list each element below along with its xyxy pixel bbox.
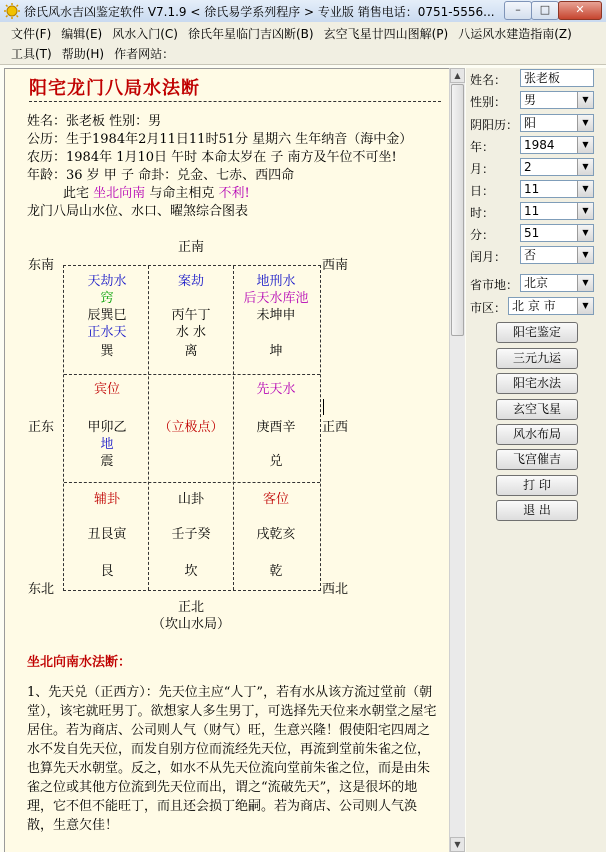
house-verdict: 不利!	[218, 186, 250, 201]
field-gender	[470, 91, 596, 111]
dir-north: 正北	[177, 600, 205, 615]
menu-file[interactable]: 文件(F)	[11, 27, 52, 41]
menu-edit[interactable]: 编辑(E)	[61, 27, 103, 41]
leap-month-select[interactable]	[520, 246, 594, 264]
field-year-label: 年：	[470, 140, 495, 154]
dir-southeast: 东南	[27, 258, 55, 273]
cell-r1c1-a: 天劫水	[87, 274, 127, 289]
cell-r1c2-e: 离	[184, 344, 198, 359]
text-caret	[323, 399, 324, 415]
city-select[interactable]	[508, 297, 594, 315]
fengshui-layout-button[interactable]: 风水布局	[496, 424, 578, 445]
year-select[interactable]	[520, 136, 594, 154]
field-leap-month-label: 闰月：	[470, 250, 507, 264]
field-province	[470, 274, 596, 294]
menu-tools[interactable]: 工具(T)	[11, 47, 52, 61]
cell-r3c1-c: 丑艮寅	[87, 527, 127, 542]
app-icon	[4, 3, 20, 19]
menu-author-site[interactable]: 作者网站：	[114, 47, 175, 61]
close-button[interactable]: ✕	[558, 1, 602, 20]
info-line-name: 姓名：张老板 性别：男	[27, 114, 162, 129]
dropdown-arrow-icon[interactable]: ▼	[577, 203, 593, 219]
info-line-house	[63, 185, 250, 203]
city-value: 北 京 市	[512, 299, 556, 313]
name-value: 张老板	[524, 71, 561, 85]
field-name	[470, 69, 596, 89]
title-bar	[0, 0, 606, 23]
field-city	[470, 297, 596, 317]
window-title: 徐氏风水吉凶鉴定软件 V7.1.9 < 徐氏易学系列程序 > 专业版 销售电话：0751-5556...	[24, 5, 495, 19]
field-gender-label: 性别：	[470, 95, 507, 109]
menu-construction-guide[interactable]: 八运风水建造指南(Z)	[458, 27, 572, 41]
dir-south: 正南	[177, 240, 205, 255]
cell-r1c1-b: 窍	[100, 291, 114, 306]
cell-r2c3-c: 庚酉辛	[256, 420, 296, 435]
gender-value: 男	[524, 93, 537, 107]
cell-r1c1-c: 辰巽巳	[87, 308, 127, 323]
day-value: 11	[524, 182, 540, 196]
house-facing: 坐北向南	[93, 186, 146, 201]
cell-r2c2-center: （立极点）	[158, 420, 224, 435]
house-relation: 与命主相克	[149, 186, 215, 201]
cell-r1c3-c: 未坤申	[256, 308, 296, 323]
diagram-bottom-note: （坎山水局）	[151, 617, 231, 632]
scroll-thumb[interactable]	[451, 84, 464, 336]
scroll-up-arrow[interactable]: ▲	[450, 68, 465, 83]
menu-flying-star[interactable]: 玄空飞星廿四山图解(P)	[323, 27, 449, 41]
field-minute	[470, 224, 596, 244]
section-paragraph: 1、先天兑（正西方）：先天位主应“人丁”，若有水从该方流过堂前（朝堂），该宅就旺男丁。欲想家人多生男丁，可选择先天位来水朝堂之屋宅居住。若为商店、公司则人气（财气）旺，生意兴隆！假使阳宅四周之水不发自先天位，而发自别方位而流经先天位，再流到堂前朱雀之位，也算先天水朝堂。反之，如水不从先天位流向堂前朱雀之位，而是由朱雀之位或其他方位流到先天位而出，谓之“流破先天”，这是很坏的地理，它不但不能旺丁，而且还会损丁绝嗣。若为商店、公司则人气涣散，生意欠佳！	[27, 685, 437, 833]
yangzhai-water-button[interactable]: 阳宅水法	[496, 373, 578, 394]
cell-r1c3-a: 地刑水	[256, 274, 296, 289]
heading-divider	[29, 101, 441, 102]
minute-select[interactable]	[520, 224, 594, 242]
report-heading: 阳宅龙门八局水法断	[29, 78, 200, 99]
field-month-label: 月：	[470, 162, 495, 176]
menu-annual-star[interactable]: 徐氏年星临门吉凶断(B)	[187, 27, 314, 41]
dir-west: 正西	[321, 420, 349, 435]
cell-r1c2-a: 案劫	[177, 274, 205, 289]
calendar-value: 阳	[524, 116, 537, 130]
province-value: 北京	[524, 276, 549, 290]
calendar-select[interactable]	[520, 114, 594, 132]
exit-button[interactable]: 退 出	[496, 500, 578, 521]
report-view[interactable]	[4, 68, 450, 852]
month-value: 2	[524, 160, 532, 174]
field-calendar	[470, 114, 596, 134]
grid-hline	[64, 482, 320, 483]
minute-value: 51	[524, 226, 540, 240]
field-hour-label: 时：	[470, 206, 495, 220]
maximize-button[interactable]: □	[531, 1, 559, 20]
cell-r2c3-a: 先天水	[256, 382, 296, 397]
field-city-label: 市区：	[470, 301, 507, 315]
province-select[interactable]	[520, 274, 594, 292]
menu-bar	[0, 22, 606, 65]
dropdown-arrow-icon[interactable]: ▼	[577, 92, 593, 108]
minimize-button[interactable]: –	[504, 1, 532, 20]
field-leap-month	[470, 246, 596, 266]
dropdown-arrow-icon[interactable]: ▼	[577, 247, 593, 263]
cell-r3c1-a: 辅卦	[93, 492, 121, 507]
house-prefix: 此宅	[63, 186, 90, 201]
dir-northeast: 东北	[27, 582, 55, 597]
print-button[interactable]: 打 印	[496, 475, 578, 496]
cell-r3c3-a: 客位	[262, 492, 290, 507]
dropdown-arrow-icon[interactable]: ▼	[577, 137, 593, 153]
gender-select[interactable]	[520, 91, 594, 109]
cell-r2c3-e: 兑	[269, 454, 283, 469]
month-select[interactable]	[520, 158, 594, 176]
cell-r2c1-c: 甲卯乙	[87, 420, 127, 435]
cell-r3c2-e: 坎	[184, 564, 198, 579]
cell-r3c3-e: 乾	[269, 564, 283, 579]
menu-row-1	[6, 24, 577, 44]
info-line-solar: 公历：生于1984年2月11日11时51分 星期六 生年纳音（海中金）	[27, 132, 413, 147]
menu-help[interactable]: 帮助(H)	[61, 47, 105, 61]
cell-r1c1-e: 巽	[100, 344, 114, 359]
year-value: 1984	[524, 138, 555, 152]
cell-r2c1-a: 宾位	[93, 382, 121, 397]
cell-r3c2-a: 山卦	[177, 492, 205, 507]
window-controls	[505, 1, 602, 19]
cell-r1c2-d: 水 水	[175, 325, 207, 340]
grid-hline	[64, 374, 320, 375]
dropdown-arrow-icon[interactable]: ▼	[577, 159, 593, 175]
longmen-diagram	[5, 229, 449, 649]
input-panel	[466, 68, 606, 852]
cell-r1c2-c: 丙午丁	[171, 308, 211, 323]
cell-r3c2-c: 壬子癸	[171, 527, 211, 542]
field-day	[470, 180, 596, 200]
dropdown-arrow-icon[interactable]: ▼	[577, 115, 593, 131]
name-input[interactable]	[520, 69, 594, 87]
menu-fengshui-intro[interactable]: 风水入门(C)	[112, 27, 178, 41]
grid-vline	[233, 266, 234, 590]
field-name-label: 姓名：	[470, 73, 507, 87]
grid-vline	[148, 266, 149, 590]
cell-r1c3-b: 后天水库池	[243, 291, 309, 306]
xuankong-feixing-button[interactable]: 玄空飞星	[496, 399, 578, 420]
hour-value: 11	[524, 204, 540, 218]
cell-r2c1-d: 地	[100, 437, 114, 452]
cell-r1c1-d: 正水天	[87, 325, 127, 340]
menu-row-2	[6, 44, 179, 64]
info-line-age: 年龄：36 岁 甲 子 命卦：兑金、七赤、西四命	[27, 168, 295, 183]
dir-southwest: 西南	[321, 258, 349, 273]
field-month	[470, 158, 596, 178]
field-minute-label: 分：	[470, 228, 495, 242]
cell-r2c1-e: 震	[100, 454, 114, 469]
sanyuan-jiuyun-button[interactable]: 三元九运	[496, 348, 578, 369]
field-calendar-label: 阴阳历：	[470, 118, 519, 132]
hour-select[interactable]	[520, 202, 594, 220]
day-select[interactable]	[520, 180, 594, 198]
field-day-label: 日：	[470, 184, 495, 198]
dropdown-arrow-icon[interactable]: ▼	[577, 225, 593, 241]
dropdown-arrow-icon[interactable]: ▼	[577, 275, 593, 291]
field-province-label: 省市地：	[470, 278, 519, 292]
cell-r3c3-c: 戌乾亥	[256, 527, 296, 542]
cell-r1c3-e: 坤	[269, 344, 283, 359]
section-title: 坐北向南水法断：	[27, 655, 132, 670]
dropdown-arrow-icon[interactable]: ▼	[577, 181, 593, 197]
leap-month-value: 否	[524, 248, 537, 262]
info-line-lunar: 农历：1984年 1月10日 午时 本命太岁在 子 南方及午位不可坐!	[27, 150, 397, 165]
yangzhai-appraisal-button[interactable]: 阳宅鉴定	[496, 322, 578, 343]
scroll-down-arrow[interactable]: ▼	[450, 837, 465, 852]
field-hour	[470, 202, 596, 222]
field-year	[470, 136, 596, 156]
chart-caption: 龙门八局山水位、水口、曜煞综合图表	[27, 204, 249, 219]
dropdown-arrow-icon[interactable]: ▼	[577, 298, 593, 314]
vertical-scrollbar[interactable]	[449, 68, 465, 852]
feigong-cuiji-button[interactable]: 飞宫催吉	[496, 449, 578, 470]
cell-r3c1-e: 艮	[100, 564, 114, 579]
dir-northwest: 西北	[321, 582, 349, 597]
dir-east: 正东	[27, 420, 55, 435]
